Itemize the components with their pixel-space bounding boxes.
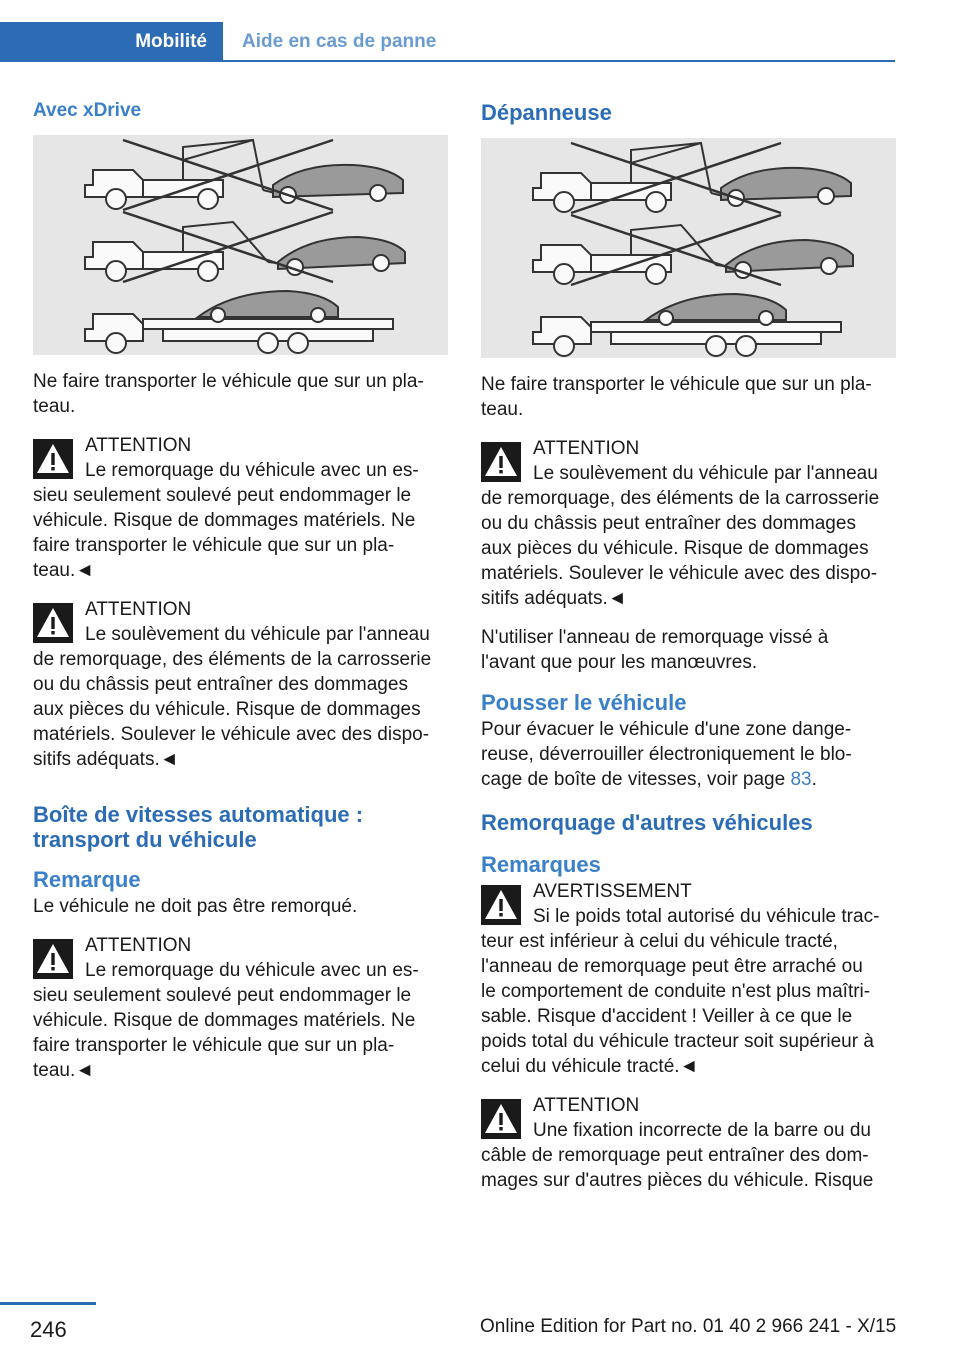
warning-text: Le soulèvement du véhicule par l'anneau [533, 463, 878, 484]
warning-icon [481, 1099, 521, 1139]
warning-text: sable. Risque d'accident ! Veiller à ce que le [481, 1006, 853, 1027]
warning-text: véhicule. Risque de dommages matériels. Ne [33, 510, 416, 531]
page-link[interactable]: 83 [790, 769, 812, 790]
warning-text: teur est inférieur à celui du véhicule tracté, [481, 931, 838, 952]
heading-avec-xdrive: Avec xDrive [33, 100, 142, 121]
left-column [33, 100, 448, 1097]
warning-text: sitifs adéquats.◄ [33, 749, 179, 770]
warning-text: Le remorquage du véhicule avec un es- [85, 960, 419, 981]
text-line: reuse, déverrouiller électroniquement le blo- [481, 744, 852, 765]
text-line: teau. [33, 396, 76, 417]
tow-truck-illustration [481, 138, 896, 358]
tab-aide-en-cas-de-panne[interactable]: Aide en cas de panne [242, 31, 437, 52]
heading-transport-du-vehicule: transport du véhicule [33, 827, 257, 852]
warning-text: Le remorquage du véhicule avec un es- [85, 460, 419, 481]
warning-block [33, 933, 448, 1083]
warning-text: le comportement de conduite n'est plus maîtri- [481, 981, 871, 1002]
towing-illustration-image [33, 135, 448, 355]
tow-truck-illustration-image [481, 138, 896, 358]
warning-title: ATTENTION [85, 599, 192, 620]
header-tabs [0, 0, 895, 62]
warning-title: ATTENTION [533, 438, 640, 459]
warning-text: matériels. Soulever le véhicule avec des dispo- [33, 724, 430, 745]
text-line: teau. [481, 399, 524, 420]
page-number: 246 [30, 1317, 67, 1342]
warning-text: faire transporter le véhicule que sur un pla- [33, 535, 395, 556]
warning-text: teau.◄ [33, 1060, 95, 1081]
warning-block [481, 879, 896, 1079]
heading-remarque: Remarque [33, 867, 141, 892]
tab-mobilite[interactable]: Mobilité [0, 22, 223, 62]
heading-remarques: Remarques [481, 852, 601, 877]
warning-text: faire transporter le véhicule que sur un pla- [33, 1035, 395, 1056]
warning-text: teau.◄ [33, 560, 95, 581]
towing-illustration [33, 135, 448, 355]
warning-text: Le soulèvement du véhicule par l'anneau [85, 624, 430, 645]
warning-text: aux pièces du véhicule. Risque de dommages [33, 699, 421, 720]
text-line: l'avant que pour les manœuvres. [481, 652, 758, 673]
warning-text: de remorquage, des éléments de la carrosserie [33, 649, 432, 670]
footer-rule [0, 1302, 96, 1305]
heading-depanneuse: Dépanneuse [481, 100, 612, 125]
text-line: Ne faire transporter le véhicule que sur un pla- [481, 374, 872, 395]
warning-text: poids total du véhicule tracteur soit supérieur à [481, 1031, 874, 1052]
warning-text: ou du châssis peut entraîner des dommages [481, 513, 856, 534]
heading-boite-de-vitesses: Boîte de vitesses automatique : [33, 802, 364, 827]
warning-text: ou du châssis peut entraîner des dommages [33, 674, 408, 695]
heading-remorquage-autres-vehicules: Remorquage d'autres véhicules [481, 810, 813, 835]
warning-title: AVERTISSEMENT [533, 881, 692, 902]
text-fragment: . [811, 769, 817, 790]
warning-block [481, 1093, 896, 1193]
warning-icon [481, 442, 521, 482]
warning-text: l'anneau de remorquage peut être arraché ou [481, 956, 863, 977]
warning-text: sitifs adéquats.◄ [481, 588, 627, 609]
text-line: Pour évacuer le véhicule d'une zone dange- [481, 719, 852, 740]
warning-text: celui du véhicule tracté.◄ [481, 1056, 699, 1077]
warning-text: câble de remorquage peut entraîner des dom- [481, 1145, 869, 1166]
header-rule [0, 60, 895, 62]
heading-pousser-le-vehicule: Pousser le véhicule [481, 690, 687, 715]
warning-text: sieu seulement soulevé peut endommager le [33, 985, 412, 1006]
warning-icon [33, 939, 73, 979]
warning-text: matériels. Soulever le véhicule avec des dispo- [481, 563, 878, 584]
warning-block [33, 433, 448, 583]
warning-title: ATTENTION [533, 1095, 640, 1116]
warning-text: mages sur d'autres pièces du véhicule. Risque [481, 1170, 874, 1191]
text-line: Ne faire transporter le véhicule que sur un pla- [33, 371, 424, 392]
warning-text: sieu seulement soulevé peut endommager le [33, 485, 412, 506]
warning-text: aux pièces du véhicule. Risque de dommages [481, 538, 869, 559]
warning-icon [481, 885, 521, 925]
text-line: N'utiliser l'anneau de remorquage vissé à [481, 627, 829, 648]
text-remarque: Le véhicule ne doit pas être remorqué. [33, 896, 358, 917]
warning-block [33, 597, 448, 772]
edition-note: Online Edition for Part no. 01 40 2 966 241 - X/15 [480, 1316, 897, 1337]
text-line [481, 767, 896, 792]
warning-text: Une fixation incorrecte de la barre ou du [533, 1120, 871, 1141]
warning-text: véhicule. Risque de dommages matériels. Ne [33, 1010, 416, 1031]
warning-title: ATTENTION [85, 435, 192, 456]
warning-title: ATTENTION [85, 935, 192, 956]
warning-block [481, 436, 896, 611]
right-column [481, 100, 896, 1207]
warning-text: de remorquage, des éléments de la carrosserie [481, 488, 880, 509]
warning-icon [33, 439, 73, 479]
text-fragment: cage de boîte de vitesses, voir page [481, 769, 791, 790]
warning-text: Si le poids total autorisé du véhicule trac- [533, 906, 880, 927]
warning-icon [33, 603, 73, 643]
